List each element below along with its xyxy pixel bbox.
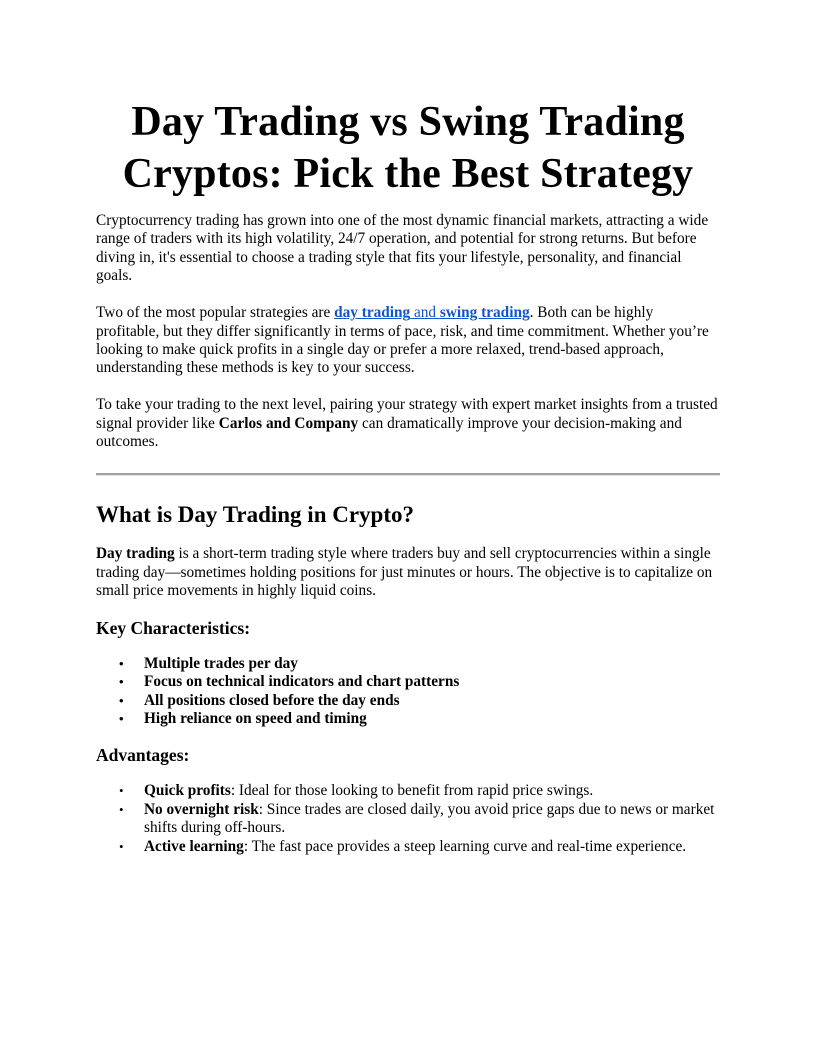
intro-p2-before: Two of the most popular strategies are — [96, 304, 335, 322]
list-item: • All positions closed before the day ends — [119, 691, 400, 709]
list-item: • Quick profits: Ideal for those looking to benefit from rapid price swings. — [119, 782, 594, 800]
bullet-icon: • — [119, 801, 124, 817]
characteristics-list — [96, 655, 720, 729]
list-item: • No overnight risk: Since trades are closed daily, you avoid price gaps due to news or market shifts during off-hours. — [119, 800, 715, 837]
definition-paragraph — [96, 545, 720, 600]
list-item: • High reliance on speed and timing — [119, 709, 367, 727]
list-item: • Multiple trades per day — [119, 654, 298, 672]
bullet-icon: • — [119, 838, 124, 854]
intro-p3-before: To take your trading to the next level, pairing your strategy with expert market insights from a trusted signal provider like — [96, 396, 718, 432]
title-line-1: Day Trading vs Swing Trading — [131, 99, 685, 145]
carlos-and-company-name: Carlos and Company — [218, 414, 359, 432]
intro-p2-after: . Both can be highly profitable, but they differ significantly in terms of pace, risk, and time commitment. Whether you’re looking to make quick profits in a single day or prefer a more relaxed, trend-based approach, understanding these methods is key to your success. — [96, 304, 709, 377]
advantages-list — [96, 782, 720, 856]
page-title — [96, 96, 720, 200]
characteristics-heading: Key Characteristics: — [96, 617, 251, 638]
bullet-icon: • — [119, 783, 124, 799]
bullet-icon: • — [119, 692, 124, 708]
intro-p3-after: can dramatically improve your decision-making and outcomes. — [96, 414, 682, 451]
bullet-icon: • — [119, 655, 124, 671]
horizontal-divider — [96, 473, 720, 476]
document-page — [96, 96, 720, 856]
bullet-icon: • — [119, 674, 124, 690]
list-item: • Active learning: The fast pace provides a steep learning curve and real-time experience. — [119, 837, 687, 855]
bullet-icon: • — [119, 710, 124, 726]
day-trading-link[interactable]: day trading and swing trading — [334, 304, 530, 322]
list-item: • Focus on technical indicators and chart patterns — [119, 673, 460, 691]
title-line-2: Cryptos: Pick the Best Strategy — [122, 151, 694, 197]
intro-paragraph-2 — [96, 304, 720, 378]
intro-paragraph-1: Cryptocurrency trading has grown into one of the most dynamic financial markets, attracting a wide range of traders with its high volatility, 24/7 operation, and potential for strong returns. But before diving in, it's essential to choose a trading style that fits your lifestyle, personality, and financial goals. — [96, 212, 709, 285]
advantages-heading: Advantages: — [96, 745, 190, 766]
intro-paragraph-3 — [96, 396, 720, 451]
section-heading: What is Day Trading in Crypto? — [96, 502, 415, 528]
definition-text: is a short-term trading style where traders buy and sell cryptocurrencies within a single trading day—sometimes holding positions for just minutes or hours. The objective is to capitalize on small price movements in highly liquid coins. — [96, 545, 713, 600]
definition-term: Day trading — [96, 545, 175, 563]
